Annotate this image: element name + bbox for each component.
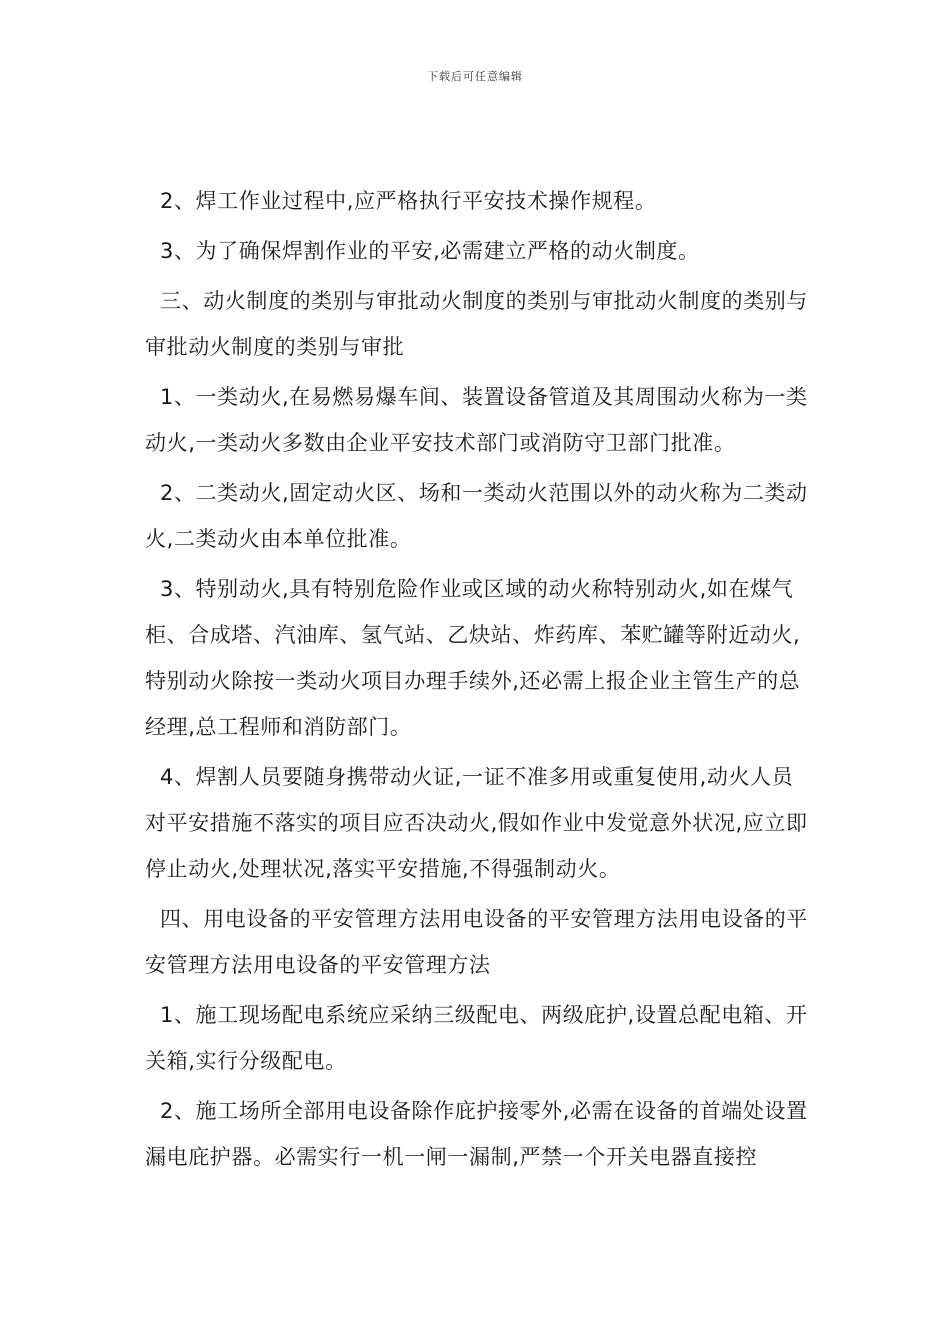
paragraph: 3、为了确保焊割作业的平安,必需建立严格的动火制度。 <box>160 239 700 263</box>
section-heading: 三、动火制度的类别与审批动火制度的类别与审批动火制度的类别与审批动火制度的类别与审批 <box>145 289 808 359</box>
paragraph: 1、一类动火,在易燃易爆车间、装置设备管道及其周围动火称为一类动火,一类动火多数由企业平安技术部门或消防守卫部门批准。 <box>145 385 808 455</box>
paragraph: 2、二类动火,固定动火区、场和一类动火范围以外的动火称为二类动火,二类动火由本单位批准。 <box>145 481 808 551</box>
paragraph: 2、施工场所全部用电设备除作庇护接零外,必需在设备的首端处设置漏电庇护器。必需实行一机一闸一漏制,严禁一个开关电器直接控 <box>145 1099 808 1169</box>
paragraph: 3、特别动火,具有特别危险作业或区域的动火称特别动火,如在煤气柜、合成塔、汽油库、氢气站、乙炔站、炸药库、苯贮罐等附近动火,特别动火除按一类动火项目办理手续外,还必需上报企业主管生产的总经理,总工程师和消防部门。 <box>145 577 801 739</box>
paragraph: 1、施工现场配电系统应采纳三级配电、两级庇护,设置总配电箱、开关箱,实行分级配电。 <box>145 1003 808 1073</box>
page-header-note: 下载后可任意编辑 <box>427 70 523 83</box>
paragraph: 2、焊工作业过程中,应严格执行平安技术操作规程。 <box>160 189 657 213</box>
document-body <box>145 178 810 1180</box>
paragraph: 4、焊割人员要随身携带动火证,一证不准多用或重复使用,动火人员对平安措施不落实的项目应否决动火,假如作业中发觉意外状况,应立即停止动火,处理状况,落实平安措施,不得强制动火。 <box>145 765 808 881</box>
section-heading: 四、用电设备的平安管理方法用电设备的平安管理方法用电设备的平安管理方法用电设备的平安管理方法 <box>145 907 808 977</box>
